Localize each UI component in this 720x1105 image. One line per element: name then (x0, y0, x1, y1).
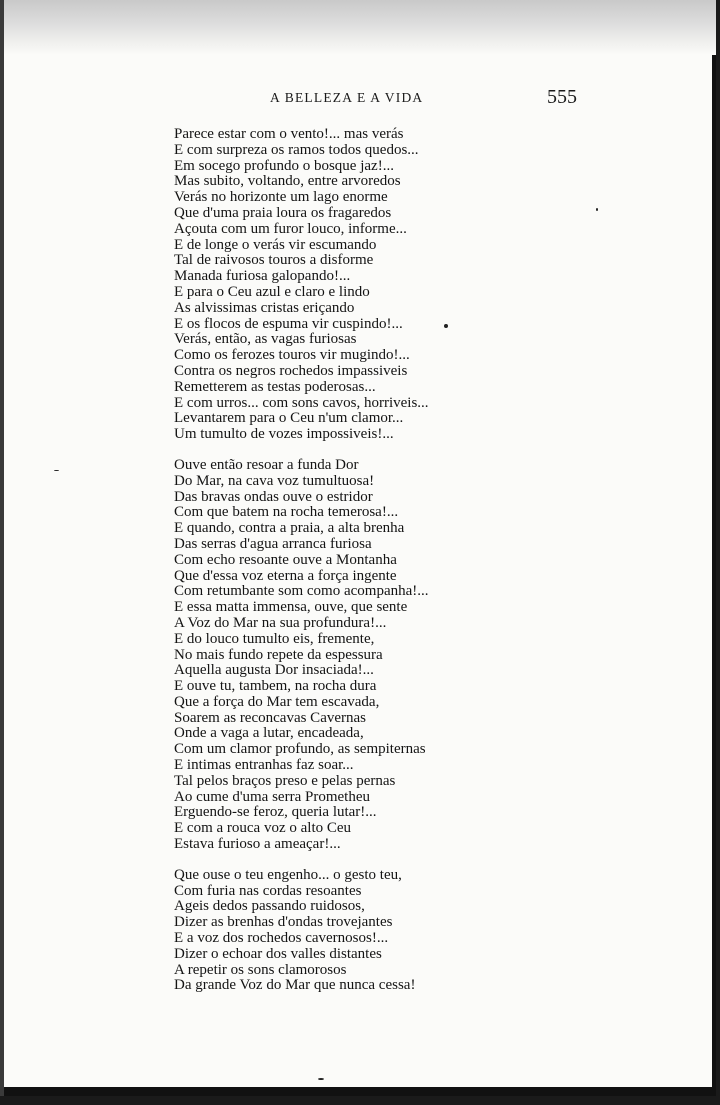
verse-line: Que d'uma praia loura os fragaredos (174, 204, 392, 221)
verse-line: Erguendo-se feroz, queria lutar!... (174, 804, 377, 821)
scan-shadow-top (0, 0, 716, 55)
stanza (174, 458, 429, 853)
verse-line: E a voz dos rochedos cavernosos!... (174, 930, 389, 947)
verse-line: Das bravas ondas ouve o estridor (174, 488, 373, 505)
verse-line: E para o Ceu azul e claro e lindo (174, 283, 370, 300)
ink-speck (444, 324, 448, 328)
verse-line: Verás, então, as vagas furiosas (174, 331, 357, 348)
verse-line: Que d'essa voz eterna a força ingente (174, 567, 397, 584)
verse-line: As alvissimas cristas eriçando (174, 299, 355, 316)
verse-line: Do Mar, na cava voz tumultuosa! (174, 472, 375, 489)
verse-line: Estava furioso a ameaçar!... (174, 836, 341, 853)
verse-line: Soarem as reconcavas Cavernas (174, 709, 366, 726)
ink-speck (54, 470, 59, 471)
verse-line: Da grande Voz do Mar que nunca cessa! (174, 977, 416, 994)
verse-line: Das serras d'agua arranca furiosa (174, 535, 372, 552)
verse-line: Ao cume d'uma serra Prometheu (174, 788, 370, 805)
verse-line: Manada furiosa galopando!... (174, 268, 351, 285)
verse-line: A repetir os sons clamorosos (174, 961, 347, 978)
poem-body (174, 127, 429, 1009)
verse-line: E com urros... com sons cavos, horriveis... (174, 394, 429, 411)
verse-line: E essa matta immensa, ouve, que sente (174, 599, 408, 616)
verse-line: Com furia nas cordas resoantes (174, 882, 362, 899)
verse-line: E quando, contra a praia, a alta brenha (174, 520, 405, 537)
verse-line: Contra os negros rochedos impassiveis (174, 362, 408, 379)
ink-speck (596, 208, 598, 211)
verse-line: Ouve então resoar a funda Dor (174, 456, 359, 473)
verse-line: E de longe o verás vir escumando (174, 236, 377, 253)
verse-line: Verás no horizonte um lago enorme (174, 189, 388, 206)
verse-line: Mas subito, voltando, entre arvoredos (174, 173, 401, 190)
verse-line: Que ouse o teu engenho... o gesto teu, (174, 866, 402, 883)
verse-line: No mais fundo repete da espessura (174, 646, 383, 663)
scan-edge-left (0, 0, 4, 1096)
verse-line: Aquella augusta Dor insaciada!... (174, 662, 374, 679)
verse-line: Que a força do Mar tem escavada, (174, 693, 380, 710)
verse-line: Um tumulto de vozes impossiveis!... (174, 426, 394, 443)
verse-line: Remetterem as testas poderosas... (174, 378, 376, 395)
verse-line: Açouta com um furor louco, informe... (174, 220, 407, 237)
verse-line: E do louco tumulto eis, fremente, (174, 630, 375, 647)
stanza (174, 868, 429, 994)
verse-line: Tal de raivosos touros a disforme (174, 252, 374, 269)
verse-line: A Voz do Mar na sua profundura!... (174, 614, 387, 631)
verse-line: Onde a vaga a lutar, encadeada, (174, 725, 364, 742)
verse-line: Dizer as brenhas d'ondas trovejantes (174, 914, 393, 931)
stanza (174, 127, 429, 443)
verse-line: E com surpreza os ramos todos quedos... (174, 141, 419, 158)
verse-line: Com retumbante som como acompanha!... (174, 583, 429, 600)
page-number: 555 (547, 86, 577, 108)
verse-line: Tal pelos braços preso e pelas pernas (174, 772, 396, 789)
verse-line: E os flocos de espuma vir cuspindo!... (174, 315, 403, 332)
verse-line: Como os ferozes touros vir mugindo!... (174, 347, 410, 364)
verse-line: Ageis dedos passando ruidosos, (174, 898, 365, 915)
verse-line: Com que batem na rocha temerosa!... (174, 504, 399, 521)
verse-line: Com echo resoante ouve a Montanha (174, 551, 397, 568)
ink-speck (318, 1078, 324, 1080)
verse-line: Levantarem para o Ceu n'um clamor... (174, 410, 404, 427)
verse-line: E intimas entranhas faz soar... (174, 757, 354, 774)
running-title: A BELLEZA E A VIDA (270, 90, 424, 105)
verse-line: Em socego profundo o bosque jaz!... (174, 157, 394, 174)
verse-line: Parece estar com o vento!... mas verás (174, 126, 404, 142)
verse-line: Dizer o echoar dos valles distantes (174, 945, 382, 962)
verse-line: E ouve tu, tambem, na rocha dura (174, 678, 377, 695)
verse-line: Com um clamor profundo, as sempiternas (174, 741, 426, 758)
verse-line: E com a rouca voz o alto Ceu (174, 820, 352, 837)
